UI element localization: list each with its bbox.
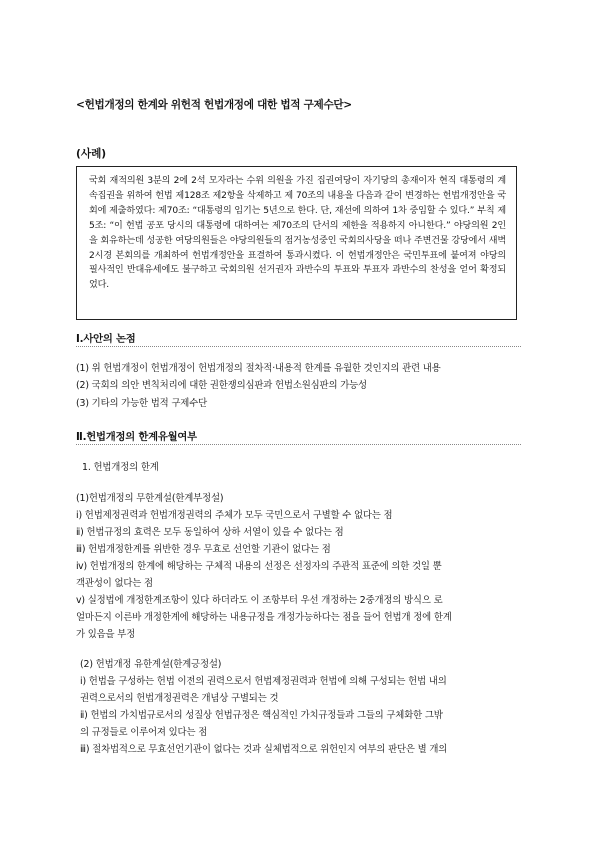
negative-theory-line: ⅰ) 헌법제정권력과 헌법개정권력의 주체가 모두 국민으로서 구별할 수 없다는 점 <box>76 510 393 521</box>
document-title: <헌법개정의 한계와 위헌적 헌법개정에 대한 법적 구제수단> <box>76 99 352 111</box>
negative-theory-line: ⅲ) 헌법개정한계를 위반한 경우 무효로 선언할 기관이 없다는 점 <box>76 544 331 555</box>
subsection-1-heading: 1. 헌법개정의 한계 <box>82 462 159 473</box>
section2-divider <box>76 444 521 445</box>
positive-theory-heading: (2) 헌법개정 유한계설(한계긍정설) <box>80 659 222 670</box>
section1-heading: Ⅰ.사안의 논점 <box>76 333 136 345</box>
negative-theory-heading: (1)헌법개정의 무한계설(한계부정설) <box>76 493 224 504</box>
issue-item-2: (2) 국회의 의안 변칙처리에 대한 권한쟁의심판과 헌법소원심판의 가능성 <box>76 380 367 391</box>
positive-theory-line: ⅰ) 헌법을 구성하는 헌법 이전의 권력으로서 헌법제정권력과 헌법에 의해 구성되는 헌법 내의 <box>80 676 447 687</box>
case-heading: (사례) <box>76 148 107 160</box>
negative-theory-line: ⅴ) 실정법에 개정한계조항이 있다 하더라도 이 조항부터 우선 개정하는 2중개정의 방식으 로 <box>76 595 443 606</box>
issue-item-3: (3) 기타의 가능한 법적 구제수단 <box>76 398 208 409</box>
positive-theory-line: 권력으로서의 헌법개정권력은 개념상 구별되는 것 <box>80 693 279 704</box>
negative-theory-line: ⅱ) 헌법규정의 효력은 모두 동일하여 상하 서열이 있을 수 없다는 점 <box>76 527 344 538</box>
negative-theory-line: 객관성이 없다는 점 <box>76 578 153 589</box>
negative-theory-line: 가 있음을 부정 <box>76 629 136 640</box>
section2-heading: Ⅱ.헌법개정의 한계유월여부 <box>76 431 197 443</box>
negative-theory-line: ⅳ) 헌법개정의 한계에 해당하는 구체적 내용의 선정은 선정자의 주관적 표준에 의한 것일 뿐 <box>76 561 442 572</box>
section1-divider <box>76 346 521 347</box>
positive-theory-line: 의 규정들로 이루어져 있다는 점 <box>80 727 208 738</box>
case-text: 국회 재적의원 3분의 2에 2석 모자라는 수위 의원을 가진 집권여당이 자기당의 총재이자 현직 대통령의 계속집권을 위하여 헌법 제128조 제2항을 삭제하고 제 70조의 내용을 다음과 같이 변경하는 헌법개정안을 국회에 제출하였다: 제70조: “대통령의 임기는 5년으로 한다. 단, 재선에 의하여 1차 중임할 수 있다.” 부칙 제5조: “이 헌법 공포 당시의 대통령에 대하여는 제70조의 단서의 제한을 적용하지 아니한다.” 야당의원 2인을 회유하는데 성공한 여당의원들은 야당의원들의 점거농성중인 국회의사당을 떠나 주변건물 강당에서 새벽 2시경 본회의를 개최하여 헌법개정안을 표결하여 통과시켰다. 이 헌법개정안은 국민투표에 붙여져 야당의 필사적인 반대유세에도 불구하고 국회의원 선거권자 과반수의 투표와 투표자 과반수의 찬성을 얻어 확정되었다. <box>89 176 506 291</box>
case-box <box>76 166 517 320</box>
negative-theory-line: 얼마든지 이른바 개정한계에 해당하는 내용규정을 개정가능하다는 점을 들어 헌법개 정에 한계 <box>76 612 452 623</box>
positive-theory-line: ⅱ) 헌법의 가치법규로서의 성질상 헌법규정은 핵심적인 가치규정들과 그들의 구체화한 그밖 <box>80 710 443 721</box>
positive-theory-line: ⅲ) 절차법적으로 무효선언기관이 없다는 것과 실체법적으로 위헌인지 여부의 판단은 별 개의 <box>80 744 448 755</box>
issue-item-1: (1) 위 헌법개정이 헌법개정이 헌법개정의 절차적·내용적 한계를 유월한 것인지의 관련 내용 <box>76 363 441 374</box>
